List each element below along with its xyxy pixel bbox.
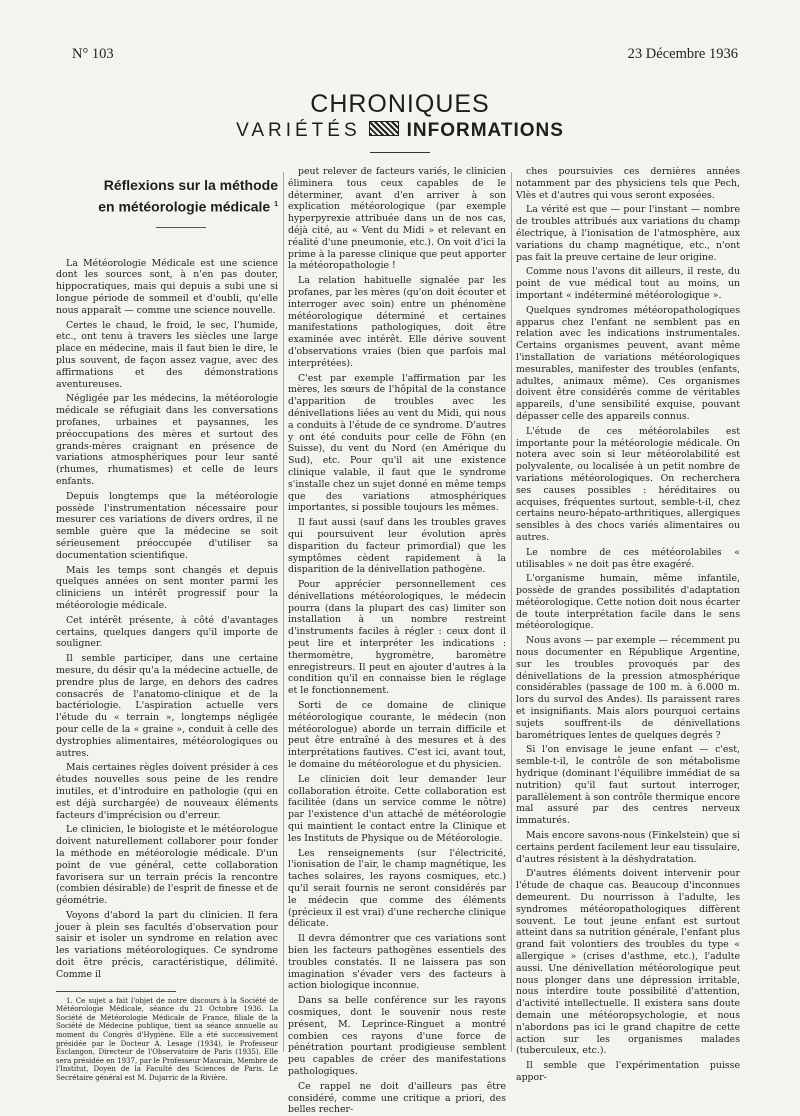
column-3: [516, 166, 740, 1083]
paragraph: peut relever de facteurs variés, le clinicien éliminera tous ceux capables de le déterminer, avant d'en arriver à son explication météorologique (par exemple hyperpyrexie attribuée dans un de nos cas, déjà cité, au « Vent du Midi » et relevant en réalité d'une pneumonie, etc.). On voit d'ici la prime à la paresse clinique que peut apporter la météoropathologie !: [288, 166, 506, 272]
informations-label: INFORMATIONS: [406, 120, 564, 141]
paragraph: La Météorologie Médicale est une science dont les sources sont, à n'en pas douter, hippocratiques, mais qui depuis a subi une si longue période de sommeil et d'oubli, qu'elle nous apparaît — comme une science nouvelle.: [56, 257, 278, 316]
paragraph: Si l'on envisage le jeune enfant — c'est, semble-t-il, le contrôle de son métabolisme hydrique (dominant l'équilibre immédiat de sa nutrition) qu'il faut surtout interroger, parallèlement à son contrôle thermique encore mal assuré par des centres nerveux immaturés.: [516, 744, 740, 827]
column-divider: [283, 172, 284, 1052]
paragraph: Dans sa belle conférence sur les rayons cosmiques, dont le souvenir nous reste présent, M. Leprince-Ringuet a montré combien ces rayons d'une force de pénétration pourtant prodigieuse semblent peu capables de créer des manifestations pathologiques.: [288, 995, 506, 1077]
paragraph: Mais les temps sont changés et depuis quelques années on sent monter parmi les cliniciens un intérêt progressif pour la météorologie médicale.: [56, 564, 278, 611]
column-1-body: [56, 258, 278, 981]
paragraph: Il semble que l'expérimentation puisse appor-: [516, 1060, 740, 1083]
paragraph: Le clinicien, le biologiste et le météorologue doivent naturellement collaborer pour fonder la méthode en météorologie médicale. D'un point de vue général, cette collaboration favorisera sur un terrain précis la rencontre (combien désirable) de l'esprit de finesse et de géométrie.: [56, 824, 278, 907]
paragraph: Depuis longtemps que la météorologie possède l'instrumentation nécessaire pour mesurer ces variations de divers ordres, il ne semble guère que la médecine se soit sérieusement préoccupée d'utiliser sa documentation scientifique.: [56, 490, 278, 561]
section-subtitle: [0, 120, 800, 142]
paragraph: Ce rappel ne doit d'ailleurs pas être considéré, comme une critique a priori, des belles recher-: [288, 1080, 506, 1116]
paragraph: L'organisme humain, même infantile, possède de grandes possibilités d'adaptation météorologique. Cette notion doit nous écarter de toute interprétation facile dans le sens météorologique.: [516, 573, 740, 632]
title-rule: [156, 227, 206, 228]
section-rule: [370, 152, 430, 153]
paragraph: Voyons d'abord la part du clinicien. Il fera jouer à plein ses facultés d'observation pour saisir et isoler un syndrome en relation avec les variations météorologiques. Ce syndrome doit être précis, caractéristique, délimité. Comme il: [56, 909, 278, 980]
varietes-label: VARIÉTÉS: [236, 120, 361, 141]
paragraph: Il semble participer, dans une certaine mesure, du désir qu'a la médecine actuelle, de prendre plus de large, en dehors des cadres consacrés de l'anatomo-clinique et de la bactériologie. L'aspiration actuelle vers l'étude du « terrain », longtemps négligée pour celle de la « graine », conduit à celle des dystrophies alimentaires, météorologiques ou autres.: [56, 653, 278, 759]
paragraph: Cet intérêt présente, à côté d'avantages certains, quelques dangers qu'il importe de souligner.: [56, 614, 278, 650]
ornament-icon: [369, 121, 399, 136]
paragraph: Les renseignements (sur l'électricité, l'ionisation de l'air, le champ magnétique, les taches solaires, les rayons cosmiques, etc.) qu'il serait fournis ne seront considérés par le médecin que comme des éléments (précieux il est vrai) d'une recherche clinique délicate.: [288, 847, 506, 930]
column-1: [56, 166, 278, 1083]
paragraph: Quelques syndromes météoropathologiques apparus chez l'enfant ne semblent pas en relation avec les indications instrumentales. Certains organismes peuvent, avant même l'installation de variations météorologiques mesurables, manifester des troubles (enfants, adultes, animaux même). Ces organismes doivent être considérés comme de véritables appareils, d'une sensibilité exquise, pouvant dépasser celle des appareils connus.: [516, 304, 740, 422]
section-title: CHRONIQUES: [310, 90, 490, 118]
paragraph: La vérité est que — pour l'instant — nombre de troubles attribués aux variations du champ électrique, à l'ionisation de l'atmosphère, aux variations du champ magnétique, etc., n'ont pas fait la preuve certaine de leur origine.: [516, 204, 740, 263]
paragraph: Il devra démontrer que ces variations sont bien les facteurs pathogènes essentiels des troubles constatés. Il ne laissera pas son imagination s'évader vers des facteurs à action biologique inconnue.: [288, 933, 506, 992]
paragraph: Nous avons — par exemple — récemment pu nous documenter en République Argentine, sur les troubles provoqués par des dénivellations de la pression atmosphérique considérables (passage de 100 m. à 6.000 m. lors du survol des Andes). Ils paraissent rares et insignifiants. Mais alors pourquoi certains sujets souffrent-ils de dénivellations barométriques lentes de quelques degrés ?: [516, 635, 740, 741]
paragraph: Le clinicien doit leur demander leur collaboration étroite. Cette collaboration est facilitée (dans un service comme le nôtre) par l'existence d'un attaché de météorologie qui maintient le contact entre la Clinique et les Instituts de Physique ou de Météorologie.: [288, 773, 506, 844]
column-2: [288, 166, 506, 1116]
paragraph: Certes le chaud, le froid, le sec, l'humide, etc., ont tenu à travers les siècles une large place en médecine, mais il faut bien le dire, le plus souvent, de façon assez vague, avec des affirmations et des démonstrations aventureuses.: [56, 319, 278, 390]
issue-number: N° 103: [72, 46, 114, 62]
title-footnote-mark: 1: [274, 201, 278, 208]
paragraph: D'autres éléments doivent intervenir pour l'étude de chaque cas. Beaucoup d'inconnues demeurent. Du nourrisson à l'adulte, les syndromes météoropathologiques diffèrent souvent. Le tout jeune enfant est surtout atteint dans sa nutrition générale, l'enfant plus grand fait volontiers des troubles du type « allergique » (crises d'asthme, etc.), l'adulte aussi. Une dénivellation météorologique peut nous plonger dans une dépression irritable, nous interdire toute possibilité d'attention, d'activité intellectuelle. Il existera sans doute demain une météoropsychologie, et nous n'abordons pas ici le grand chapitre de cette action sur les organismes malades (tuberculeux, etc.).: [516, 868, 740, 1057]
column-divider: [511, 172, 512, 1052]
paragraph: Le nombre de ces météorolabiles « utilisables » ne doit pas être exagéré.: [516, 546, 740, 570]
paragraph: C'est par exemple l'affirmation par les mères, les sœurs de l'hôpital de la constance d'apparition de troubles avec les dénivellations liées au vent du Midi, qui nous a conduits à l'étude de ce syndrome. D'autres y ont été conduits pour celle de Föhn (en Suisse), du vent du Nord (en Amérique du Sud), etc. Pour qu'il ait une existence clinique valable, il faut que le syndrome s'installe chez un sujet donné en même temps que des variations atmosphériques importantes, si possible toujours les mêmes.: [288, 372, 506, 514]
paragraph: Il faut aussi (sauf dans les troubles graves qui poursuivent leur évolution après disparition du facteur primordial) que les symptômes cèdent rapidement à la disparition de la dénivellation pathogène.: [288, 517, 506, 576]
paragraph: La relation habituelle signalée par les profanes, par les mères (qu'on doit écouter et interroger avec soin) entre un phénomène météorologique déterminé et certaines manifestations pathologiques, doit être examinée avec intérêt. Elle dérive souvent d'observations vraies (bien que parfois mal interprétées).: [288, 275, 506, 369]
paragraph: Sorti de ce domaine de clinique météorologique courante, le médecin (non météorologue) aborde un terrain difficile et peut être entraîné à des mesures et à des interprétations fautives. C'est ici, avant tout, le domaine du météorologue et du physicien.: [288, 700, 506, 771]
paragraph: ches poursuivies ces dernières années notamment par des physiciens tels que Pech, Vlès et d'autres qui vous seront exposées.: [516, 166, 740, 201]
paragraph: L'étude de ces météorolabiles est importante pour la météorologie médicale. On notera avec soin si leur météorolabilité est polyvalente, ou localisée à un petit nombre de variations météorologiques. On recherchera ses causes possibles : héréditaires ou acquises, fréquentes surtout, semble-t-il, chez certains neuro-hépato-arthritiques, allergiques sensibles à des chocs variés alimentaires ou autres.: [516, 425, 740, 543]
article-title: Réflexions sur la méthode en météorologie médicale $^1$: [98, 177, 278, 215]
paragraph: Comme nous l'avons dit ailleurs, il reste, du point de vue médical tout au moins, un important « indéterminé météorologique ».: [516, 266, 740, 301]
paragraph: Négligée par les médecins, la météorologie médicale se réfugiait dans les conversations profanes, urbaines et paysannes, les préoccupations des mères et surtout des grands-mères craignant en présence de variations atmosphériques pour leur santé (rhumes, rhumatismes) et celle de leurs enfants.: [56, 393, 278, 487]
issue-date: 23 Décembre 1936: [627, 46, 738, 62]
footnote: 1. Ce sujet a fait l'objet de notre discours à la Société de Météorologie Médicale, séance du 21 Octobre 1936. La Société de Météorologie Médicale de France, filiale de la Société de Médecine publique, tient sa séance annuelle au moment du Congrès d'Hygiène. Elle a été successivement présidée par le Docteur A. Lesage (1934), le Professeur Esclangon, Directeur de l'Observatoire de Paris (1935). Elle sera présidée en 1937, par le Professeur Maurain, Membre de l'Institut, Doyen de la Faculté des Sciences de Paris. Le Secrétaire général est M. Dujarric de la Rivière.: [56, 996, 278, 1083]
paragraph: Pour apprécier personnellement ces dénivellations météorologiques, le médecin pourra (dans la plupart des cas) limiter son installation à un nombre restreint d'instruments faciles à régler : ceux dont il peut lire et interpréter les indications : thermomètre, hygromètre, baromètre enregistreurs. Il peut en ajouter d'autres à la condition qu'il en connaisse bien le réglage et le fonctionnement.: [288, 579, 506, 697]
paragraph: Mais encore savons-nous (Finkelstein) que si certains perdent facilement leur eau tissulaire, d'autres résistent à la déshydratation.: [516, 830, 740, 865]
footnote-rule: [56, 991, 176, 992]
paragraph: Mais certaines règles doivent présider à ces études nouvelles sous peine de les rendre inutiles, et d'introduire en pathologie (qui en est déjà surchargée) de nouveaux éléments facteurs d'imprécision ou d'erreur.: [56, 762, 278, 821]
